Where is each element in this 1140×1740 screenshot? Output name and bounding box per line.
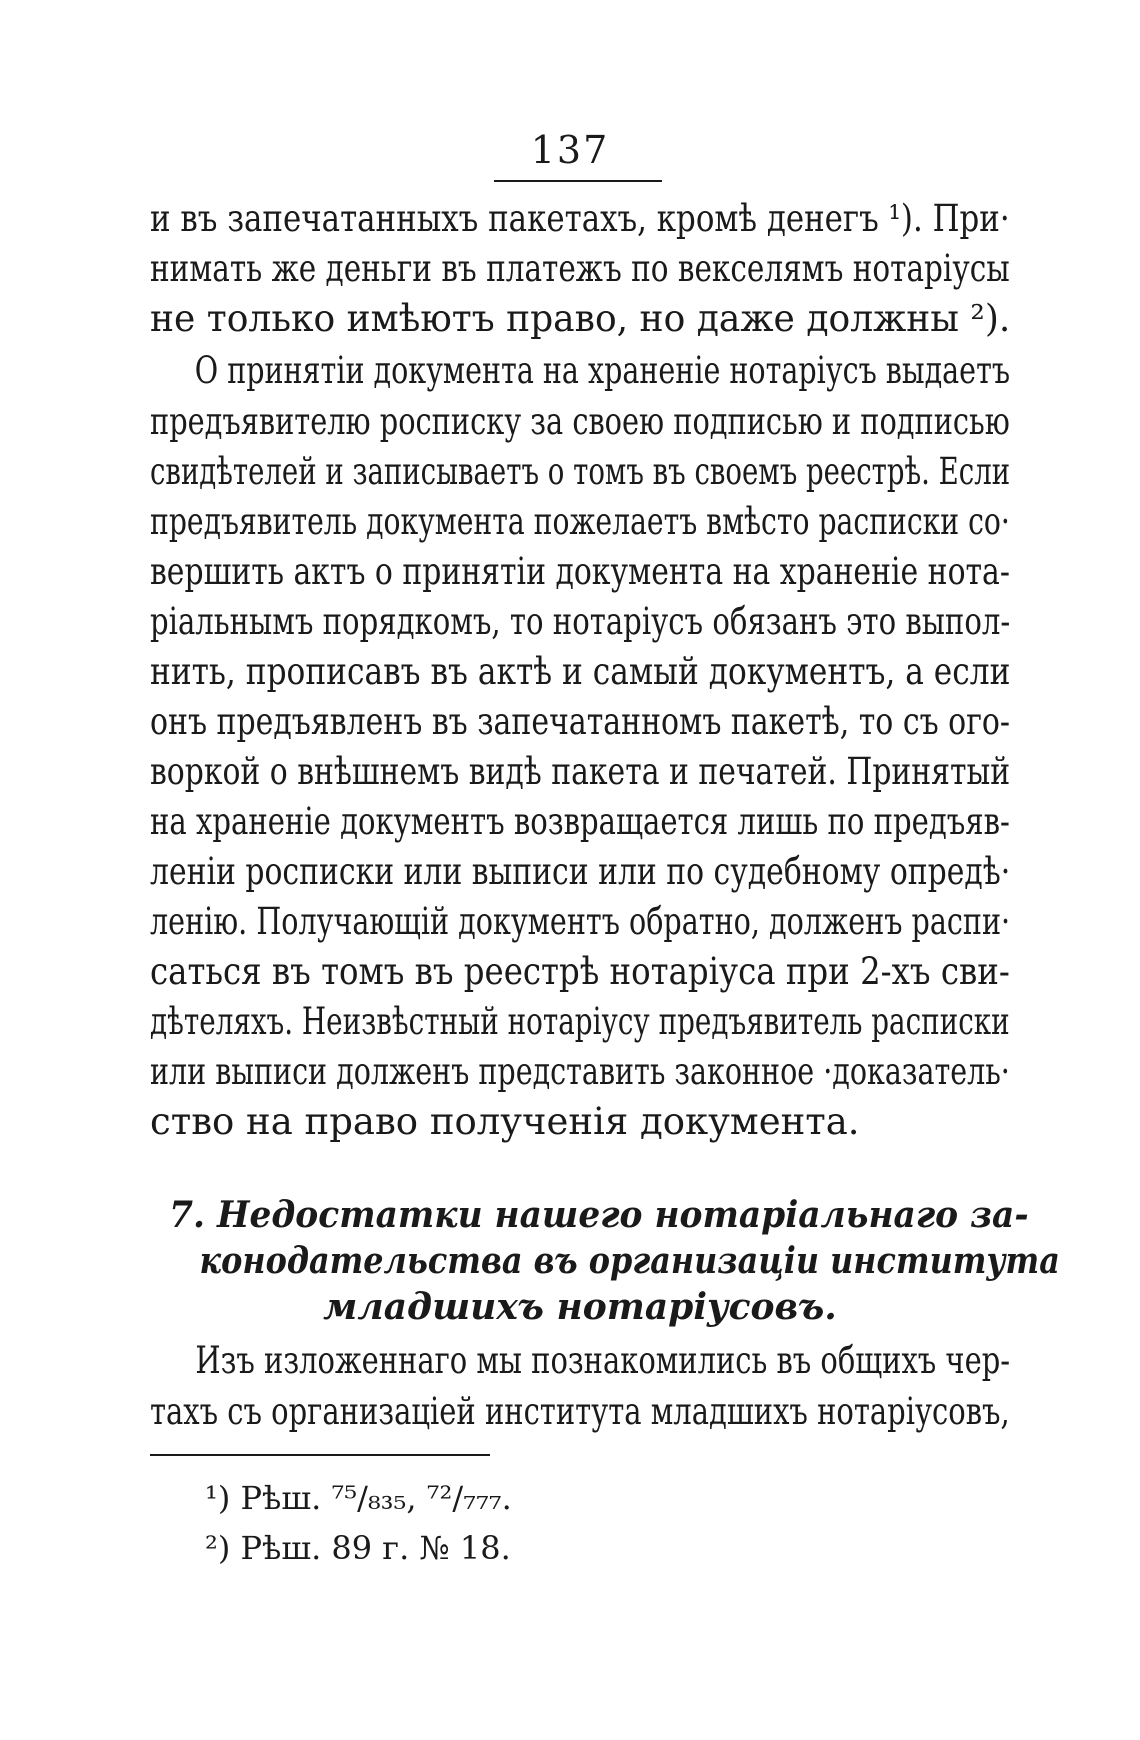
text-line: не только имѣютъ право, но даже должны ²).: [150, 297, 1011, 340]
text-line: нимать же деньги въ платежъ по векселямъ нотаріусы: [150, 247, 1010, 290]
text-line: вершить актъ о принятіи документа на храненіе нота-: [150, 550, 1010, 593]
text-line: на храненіе документъ возвращается лишь по предъяв-: [150, 800, 1010, 843]
footnote-rule: [150, 1454, 490, 1456]
text-line: Изъ изложеннаго мы познакомились въ общихъ чер-: [195, 1339, 1011, 1382]
text-line: тахъ съ организаціей института младшихъ нотаріусовъ,: [150, 1390, 1010, 1433]
text-line: предъявитель документа пожелаетъ вмѣсто расписки со·: [150, 500, 1010, 543]
text-line: и въ запечатанныхъ пакетахъ, кромѣ денегъ ¹). При·: [150, 197, 1010, 240]
section-heading-line: конодательства въ организаціи института: [199, 1240, 1060, 1282]
page-number: 137: [530, 128, 610, 172]
text-line: воркой о внѣшнемъ видѣ пакета и печатей. Принятый: [150, 750, 1011, 793]
text-line: онъ предъявленъ въ запечатанномъ пакетѣ, то съ ого-: [150, 700, 1011, 743]
section-heading-line: младшихъ нотаріусовъ.: [323, 1286, 837, 1328]
text-line: ство на право полученія документа.: [150, 1100, 860, 1143]
text-line: ріальнымъ порядкомъ, то нотаріусъ обязанъ это выпол-: [150, 600, 1011, 643]
header-rule: [494, 180, 662, 182]
text-line: нить, прописавъ въ актѣ и самый документъ, а если: [150, 650, 1011, 693]
text-line: свидѣтелей и записываетъ о томъ въ своемъ реестрѣ. Если: [150, 450, 1011, 493]
text-line: ленію. Получающій документъ обратно, долженъ распи·: [150, 900, 1011, 943]
text-line: предъявителю росписку за своею подписью и подписью: [150, 400, 1010, 443]
text-line: или выписи долженъ представить законное ·доказатель·: [150, 1050, 1010, 1093]
footnote: ¹) Рѣш. ⁷⁵/₈₃₅, ⁷²/₇₇₇.: [205, 1479, 512, 1517]
text-line: саться въ томъ въ реестрѣ нотаріуса при 2-хъ сви-: [150, 950, 1010, 993]
text-line: О принятіи документа на храненіе нотаріусъ выдаетъ: [194, 349, 1011, 392]
section-heading-line: 7. Недостатки нашего нотаріальнаго за-: [169, 1194, 1029, 1236]
footnote: ²) Рѣш. 89 г. № 18.: [205, 1529, 511, 1567]
text-line: дѣтеляхъ. Неизвѣстный нотаріусу предъявитель расписки: [150, 1000, 1010, 1043]
text-line: леніи росписки или выписи или по судебному опредѣ·: [150, 850, 1011, 893]
